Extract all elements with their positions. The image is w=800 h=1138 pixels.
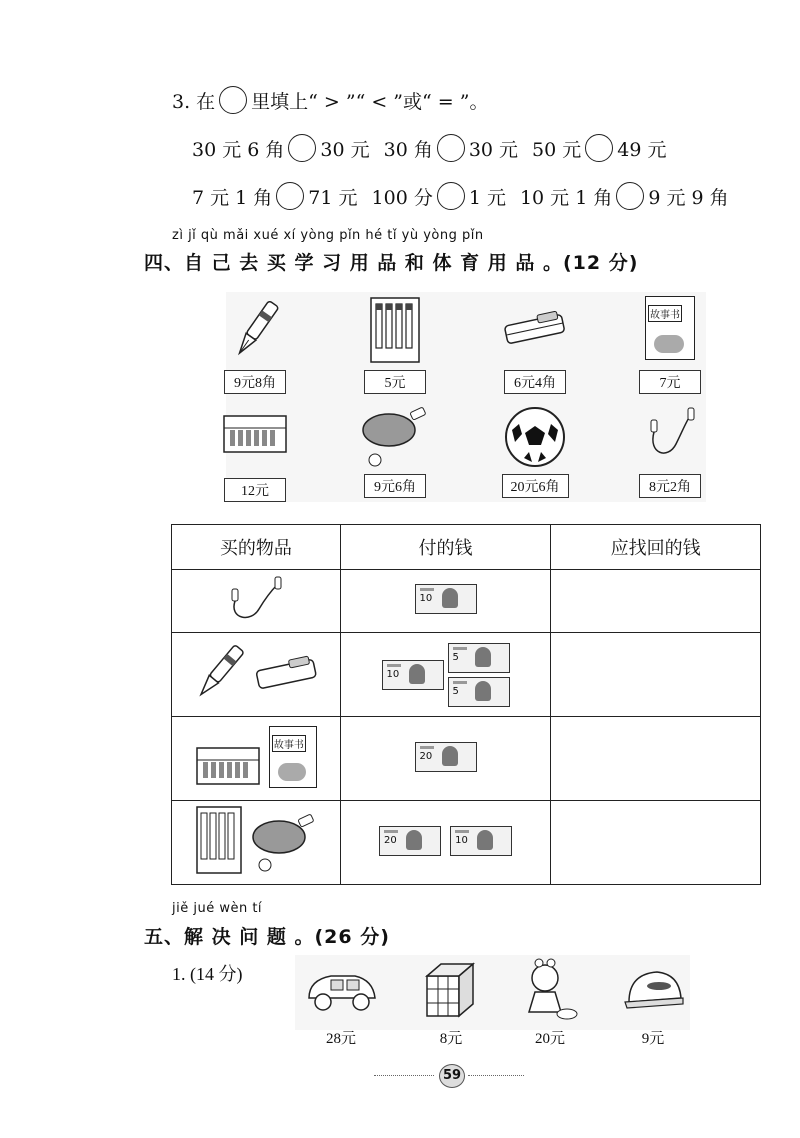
- change-answer-cell[interactable]: [551, 570, 761, 633]
- abacus-icon: [220, 410, 290, 460]
- soccer-ball-icon: [502, 404, 568, 470]
- rubiks-cube-icon: [419, 958, 483, 1022]
- cap-icon: [613, 958, 693, 1022]
- table-row: [172, 717, 761, 801]
- item-abacus: [205, 410, 305, 502]
- paid-money-cell: [340, 717, 550, 801]
- pens-box-and-paddle-icon: [191, 805, 321, 877]
- banknote-icon: 20: [379, 826, 441, 856]
- price-label: 8元2角: [639, 474, 701, 498]
- column-header: 付的钱: [340, 525, 550, 570]
- toy-price: 8元: [439, 1031, 463, 1047]
- answer-circle-icon: [219, 86, 247, 114]
- item-jump-rope: [620, 404, 720, 498]
- item-story-book: [620, 296, 720, 394]
- bought-items-cell: [172, 633, 341, 717]
- table-row: [172, 633, 761, 717]
- item-pencil-case: [485, 296, 585, 394]
- answer-circle-input[interactable]: [276, 182, 304, 210]
- banknote-icon: 5: [448, 643, 510, 673]
- jump-rope-icon: [640, 404, 700, 470]
- answer-circle-input[interactable]: [437, 134, 465, 162]
- question-1-label: 1. (14 分): [172, 964, 243, 984]
- item-soccer-ball: [485, 404, 585, 498]
- banknote-icon: 10: [382, 660, 444, 690]
- banknote-icon: 5: [448, 677, 510, 707]
- table-row: [172, 570, 761, 633]
- paid-money-cell: [340, 633, 550, 717]
- bought-items-cell: [172, 801, 341, 885]
- column-header: 买的物品: [172, 525, 341, 570]
- price-label: 5元: [364, 370, 426, 394]
- price-label: 9元6角: [364, 474, 426, 498]
- section-5-title: 五、解 决 问 题 。(26 分): [144, 926, 390, 948]
- story-book-icon: [645, 296, 695, 360]
- answer-circle-input[interactable]: [437, 182, 465, 210]
- bought-items-cell: [172, 717, 341, 801]
- pens-box-icon: [367, 296, 423, 366]
- story-book-icon: [269, 726, 317, 788]
- item-pen: [205, 296, 305, 394]
- doll: [505, 958, 595, 1048]
- fountain-pen-icon: [225, 296, 285, 366]
- section-4-pinyin: zì jǐ qù mǎi xué xí yòng pǐn hé tǐ yù yòng pǐn: [172, 228, 484, 243]
- book-label: 故事书: [648, 305, 682, 322]
- section-5-pinyin: jiě jué wèn tí: [172, 901, 263, 916]
- footer-dots-right: [468, 1075, 524, 1076]
- ping-pong-paddle-icon: [355, 404, 435, 470]
- pen-and-pencil-case-icon: [191, 637, 321, 709]
- pencil-case-icon: [500, 296, 570, 366]
- price-label: 6元4角: [504, 370, 566, 394]
- change-answer-cell[interactable]: [551, 633, 761, 717]
- toy-price: 28元: [325, 1031, 356, 1047]
- cmp-left: 30 角: [383, 138, 433, 161]
- comparison-row-1: [192, 134, 680, 162]
- table-row: [172, 801, 761, 885]
- cmp-right: 30 元: [320, 138, 370, 161]
- column-header: 应找回的钱: [551, 525, 761, 570]
- bought-items-cell: [172, 570, 341, 633]
- cmp-left: 50 元: [532, 138, 582, 161]
- cmp-left: 100 分: [371, 186, 433, 209]
- toy-price: 20元: [534, 1031, 565, 1047]
- purchase-table: [171, 524, 761, 885]
- section-4-title: 四、自 己 去 买 学 习 用 品 和 体 育 用 品 。(12 分): [144, 252, 639, 274]
- toy-price: 9元: [641, 1031, 665, 1047]
- price-label: 12元: [224, 478, 286, 502]
- change-answer-cell[interactable]: [551, 801, 761, 885]
- banknote-icon: 10: [450, 826, 512, 856]
- rubiks-cube: [406, 958, 496, 1048]
- price-label: 9元8角: [224, 370, 286, 394]
- comparison-row-2: [192, 182, 743, 210]
- page-number: 59: [439, 1064, 465, 1088]
- q3-prefix: 3. 在: [172, 90, 216, 113]
- change-answer-cell[interactable]: [551, 717, 761, 801]
- cmp-left: 10 元 1 角: [519, 186, 613, 209]
- abacus-icon: [195, 744, 263, 788]
- footer-dots-left: [374, 1075, 434, 1076]
- cap: [608, 958, 698, 1048]
- cmp-right: 71 元: [308, 186, 358, 209]
- cmp-right: 30 元: [468, 138, 519, 161]
- cmp-left: 30 元 6 角: [192, 138, 285, 161]
- price-label: 20元6角: [502, 474, 569, 498]
- toy-car-icon: [301, 958, 381, 1022]
- q3-suffix: 里填上“ > ”“ < ”或“ = ”。: [251, 90, 489, 113]
- doll-icon: [515, 958, 585, 1022]
- banknote-icon: 10: [415, 584, 477, 614]
- item-pens-box: [345, 296, 445, 394]
- price-label: 7元: [639, 370, 701, 394]
- paid-money-cell: [340, 801, 550, 885]
- cmp-right: 49 元: [617, 138, 667, 161]
- banknote-icon: 20: [415, 742, 477, 772]
- book-label: 故事书: [272, 735, 306, 752]
- paid-money-cell: [340, 570, 550, 633]
- toy-car: [296, 958, 386, 1048]
- answer-circle-input[interactable]: [585, 134, 613, 162]
- table-header-row: [172, 525, 761, 570]
- jump-rope-icon: [221, 575, 291, 623]
- cmp-right: 9 元 9 角: [648, 186, 729, 209]
- cmp-right: 1 元: [468, 186, 506, 209]
- question-3-title: [172, 86, 488, 114]
- answer-circle-input[interactable]: [616, 182, 644, 210]
- answer-circle-input[interactable]: [288, 134, 316, 162]
- cmp-left: 7 元 1 角: [192, 186, 273, 209]
- item-ping-pong-paddle: [345, 404, 445, 498]
